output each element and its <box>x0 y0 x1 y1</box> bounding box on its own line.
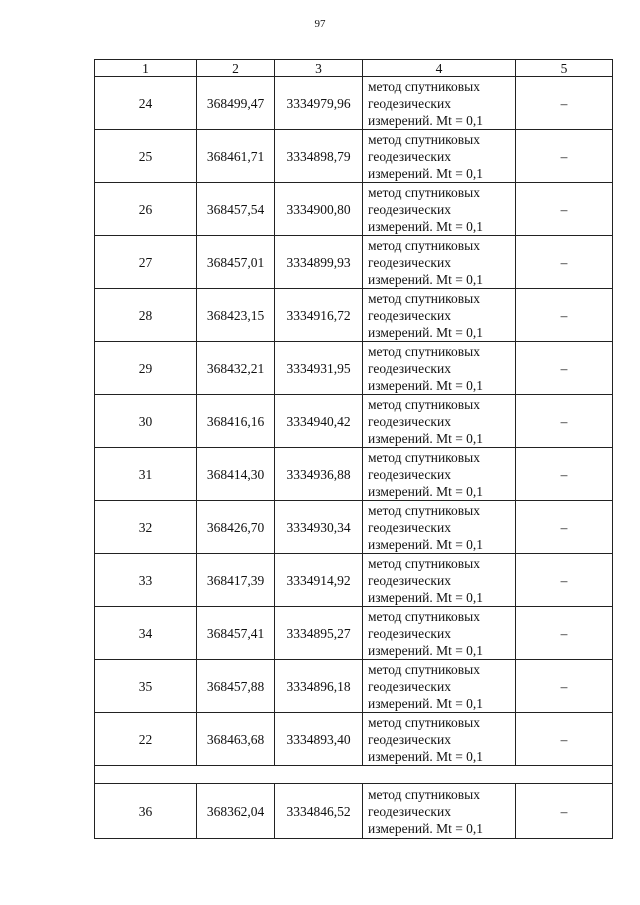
y-coordinate-cell: 3334898,79 <box>275 130 363 183</box>
method-text-line: измерений. Mt = 0,1 <box>368 218 484 234</box>
method-text-line: геодезических <box>368 148 451 164</box>
method-text-line: метод спутниковых <box>368 184 480 200</box>
table-row <box>95 607 613 660</box>
table-row <box>95 554 613 607</box>
table-row <box>95 77 613 130</box>
precision-cell: – <box>516 342 613 395</box>
x-coordinate-cell: 368499,47 <box>197 77 275 130</box>
column-header: 3 <box>275 60 363 77</box>
x-coordinate-cell: 368457,88 <box>197 660 275 713</box>
table-row <box>95 289 613 342</box>
point-number-cell: 22 <box>95 713 197 766</box>
column-header: 4 <box>363 60 516 77</box>
table-row <box>95 395 613 448</box>
method-text-line: измерений. Mt = 0,1 <box>368 748 484 764</box>
table-row <box>95 713 613 766</box>
precision-cell: – <box>516 77 613 130</box>
method-cell <box>363 501 516 554</box>
table-row <box>95 342 613 395</box>
y-coordinate-cell: 3334916,72 <box>275 289 363 342</box>
method-text-line: метод спутниковых <box>368 290 480 306</box>
method-text-line: метод спутниковых <box>368 714 480 730</box>
method-cell <box>363 77 516 130</box>
x-coordinate-cell: 368416,16 <box>197 395 275 448</box>
point-number-cell: 31 <box>95 448 197 501</box>
x-coordinate-cell: 368362,04 <box>197 784 275 839</box>
method-text-line: метод спутниковых <box>368 237 480 253</box>
method-text-line: измерений. Mt = 0,1 <box>368 642 484 658</box>
method-text-line: измерений. Mt = 0,1 <box>368 271 484 287</box>
method-text-line: геодезических <box>368 201 451 217</box>
method-text-line: геодезических <box>368 519 451 535</box>
point-number-cell: 25 <box>95 130 197 183</box>
y-coordinate-cell: 3334900,80 <box>275 183 363 236</box>
method-text-line: измерений. Mt = 0,1 <box>368 377 484 393</box>
method-text-line: измерений. Mt = 0,1 <box>368 695 484 711</box>
spacer-row <box>95 766 613 784</box>
method-text-line: геодезических <box>368 95 451 111</box>
method-cell <box>363 342 516 395</box>
x-coordinate-cell: 368463,68 <box>197 713 275 766</box>
precision-cell: – <box>516 713 613 766</box>
table-row <box>95 501 613 554</box>
x-coordinate-cell: 368432,21 <box>197 342 275 395</box>
coordinates-table <box>94 59 613 839</box>
point-number-cell: 28 <box>95 289 197 342</box>
point-number-cell: 34 <box>95 607 197 660</box>
table-row <box>95 130 613 183</box>
method-text-line: измерений. Mt = 0,1 <box>368 324 484 340</box>
method-text-line: геодезических <box>368 307 451 323</box>
method-text-line: измерений. Mt = 0,1 <box>368 165 484 181</box>
method-text-line: геодезических <box>368 625 451 641</box>
y-coordinate-cell: 3334936,88 <box>275 448 363 501</box>
precision-cell: – <box>516 501 613 554</box>
precision-cell: – <box>516 554 613 607</box>
y-coordinate-cell: 3334893,40 <box>275 713 363 766</box>
table-row <box>95 183 613 236</box>
method-text-line: метод спутниковых <box>368 449 480 465</box>
method-cell <box>363 784 516 839</box>
x-coordinate-cell: 368461,71 <box>197 130 275 183</box>
method-text-line: измерений. Mt = 0,1 <box>368 536 484 552</box>
point-number-cell: 36 <box>95 784 197 839</box>
method-text-line: измерений. Mt = 0,1 <box>368 820 484 836</box>
method-text-line: метод спутниковых <box>368 502 480 518</box>
precision-cell: – <box>516 395 613 448</box>
method-text-line: геодезических <box>368 731 451 747</box>
precision-cell: – <box>516 130 613 183</box>
method-text-line: измерений. Mt = 0,1 <box>368 430 484 446</box>
method-text-line: измерений. Mt = 0,1 <box>368 483 484 499</box>
method-text-line: метод спутниковых <box>368 608 480 624</box>
point-number-cell: 33 <box>95 554 197 607</box>
method-text-line: метод спутниковых <box>368 786 480 802</box>
y-coordinate-cell: 3334896,18 <box>275 660 363 713</box>
method-cell <box>363 713 516 766</box>
precision-cell: – <box>516 448 613 501</box>
method-cell <box>363 660 516 713</box>
precision-cell: – <box>516 784 613 839</box>
method-text-line: измерений. Mt = 0,1 <box>368 112 484 128</box>
y-coordinate-cell: 3334930,34 <box>275 501 363 554</box>
table-row <box>95 784 613 839</box>
x-coordinate-cell: 368457,54 <box>197 183 275 236</box>
point-number-cell: 24 <box>95 77 197 130</box>
y-coordinate-cell: 3334940,42 <box>275 395 363 448</box>
method-text-line: геодезических <box>368 803 451 819</box>
method-cell <box>363 183 516 236</box>
precision-cell: – <box>516 660 613 713</box>
point-number-cell: 27 <box>95 236 197 289</box>
page-number: 97 <box>314 18 326 30</box>
method-cell <box>363 554 516 607</box>
y-coordinate-cell: 3334914,92 <box>275 554 363 607</box>
method-text-line: геодезических <box>368 413 451 429</box>
x-coordinate-cell: 368457,01 <box>197 236 275 289</box>
method-cell <box>363 395 516 448</box>
y-coordinate-cell: 3334895,27 <box>275 607 363 660</box>
method-cell <box>363 607 516 660</box>
method-text-line: метод спутниковых <box>368 131 480 147</box>
x-coordinate-cell: 368414,30 <box>197 448 275 501</box>
method-cell <box>363 289 516 342</box>
column-header: 2 <box>197 60 275 77</box>
method-text-line: измерений. Mt = 0,1 <box>368 589 484 605</box>
y-coordinate-cell: 3334899,93 <box>275 236 363 289</box>
table-header-row <box>95 60 613 77</box>
method-text-line: геодезических <box>368 254 451 270</box>
point-number-cell: 30 <box>95 395 197 448</box>
y-coordinate-cell: 3334931,95 <box>275 342 363 395</box>
precision-cell: – <box>516 236 613 289</box>
method-cell <box>363 236 516 289</box>
x-coordinate-cell: 368457,41 <box>197 607 275 660</box>
point-number-cell: 29 <box>95 342 197 395</box>
column-header: 1 <box>95 60 197 77</box>
precision-cell: – <box>516 183 613 236</box>
method-cell <box>363 130 516 183</box>
method-text-line: метод спутниковых <box>368 555 480 571</box>
y-coordinate-cell: 3334846,52 <box>275 784 363 839</box>
method-text-line: метод спутниковых <box>368 78 480 94</box>
spacer-cell <box>95 766 613 784</box>
precision-cell: – <box>516 289 613 342</box>
method-cell <box>363 448 516 501</box>
x-coordinate-cell: 368417,39 <box>197 554 275 607</box>
y-coordinate-cell: 3334979,96 <box>275 77 363 130</box>
method-text-line: метод спутниковых <box>368 343 480 359</box>
method-text-line: геодезических <box>368 360 451 376</box>
method-text-line: метод спутниковых <box>368 396 480 412</box>
precision-cell: – <box>516 607 613 660</box>
x-coordinate-cell: 368426,70 <box>197 501 275 554</box>
table-row <box>95 448 613 501</box>
point-number-cell: 26 <box>95 183 197 236</box>
method-text-line: геодезических <box>368 678 451 694</box>
point-number-cell: 35 <box>95 660 197 713</box>
method-text-line: метод спутниковых <box>368 661 480 677</box>
table-row <box>95 236 613 289</box>
method-text-line: геодезических <box>368 572 451 588</box>
method-text-line: геодезических <box>368 466 451 482</box>
column-header: 5 <box>516 60 613 77</box>
table-row <box>95 660 613 713</box>
x-coordinate-cell: 368423,15 <box>197 289 275 342</box>
point-number-cell: 32 <box>95 501 197 554</box>
